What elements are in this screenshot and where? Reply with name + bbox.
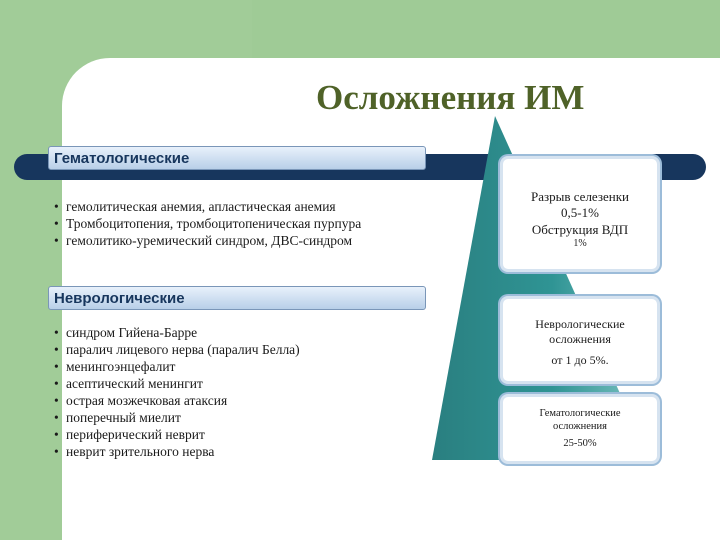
list-item: • гемолитико-уремический синдром, ДВС-синдром bbox=[52, 232, 422, 249]
list-item: • паралич лицевого нерва (паралич Белла) bbox=[52, 341, 392, 358]
slide-title: Осложнения ИМ bbox=[316, 78, 585, 117]
box-middle-line2: от 1 до 5%. bbox=[551, 353, 609, 367]
neurologic-header: Неврологические bbox=[48, 286, 426, 310]
box-top-line2: 0,5-1% bbox=[561, 205, 599, 221]
list-item: • гемолитическая анемия, апластическая анемия bbox=[52, 198, 422, 215]
list-item: • синдром Гийена-Барре bbox=[52, 324, 392, 341]
list-item: • периферический неврит bbox=[52, 426, 392, 443]
box-top-line1: Разрыв селезенки bbox=[530, 189, 629, 204]
hematologic-header: Гематологические bbox=[48, 146, 426, 170]
box-middle bbox=[500, 296, 660, 384]
box-bottom bbox=[500, 394, 660, 464]
list-item: • асептический менингит bbox=[52, 375, 392, 392]
list-item: • неврит зрительного нерва bbox=[52, 443, 392, 460]
box-bottom-line2: 25-50% bbox=[563, 438, 597, 450]
list-item: • острая мозжечковая атаксия bbox=[52, 392, 392, 409]
hematologic-list bbox=[52, 198, 422, 249]
neurologic-list bbox=[52, 324, 392, 460]
box-top bbox=[500, 156, 660, 272]
box-top-line4: 1% bbox=[573, 237, 587, 249]
list-item: • Тромбоцитопения, тромбоцитопеническая пурпура bbox=[52, 215, 422, 232]
list-item: • поперечный миелит bbox=[52, 409, 392, 426]
box-bottom-line1: Гематологические осложнения bbox=[539, 408, 621, 433]
box-middle-line1: Неврологические осложнения bbox=[535, 317, 625, 346]
list-item: • менингоэнцефалит bbox=[52, 358, 392, 375]
box-top-line3: Обструкция ВДП bbox=[531, 221, 629, 237]
